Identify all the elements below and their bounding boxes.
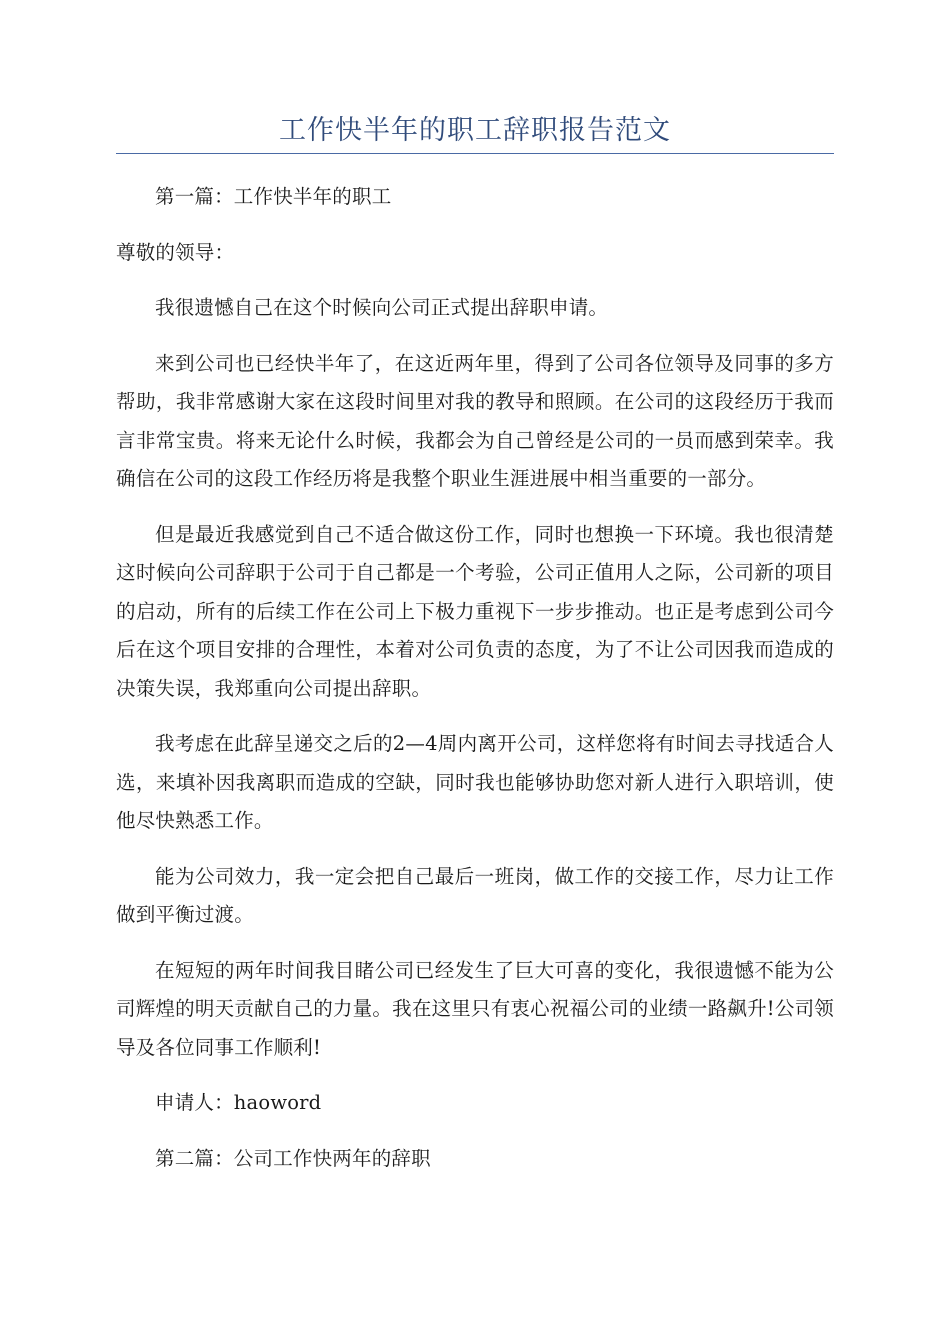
- document-title: 工作快半年的职工辞职报告范文: [279, 115, 671, 146]
- paragraph: 我考虑在此辞呈递交之后的2—4周内离开公司，这样您将有时间去寻找适合人选，来填补因我离职而造成的空缺，同时我也能够协助您对新人进行入职培训，使他尽快熟悉工作。: [116, 732, 834, 832]
- document-body: [116, 178, 834, 1178]
- paragraph: 在短短的两年时间我目睹公司已经发生了巨大可喜的变化，我很遗憾不能为公司辉煌的明天贡献自己的力量。我在这里只有衷心祝福公司的业绩一路飙升!公司领导及各位同事工作顺利!: [116, 958, 834, 1059]
- section-heading-2: 第二篇：公司工作快两年的辞职: [155, 1146, 431, 1170]
- section-heading-1: 第一篇：工作快半年的职工: [155, 185, 392, 208]
- document-page: [116, 112, 834, 1195]
- applicant-signature: 申请人：haoword: [155, 1091, 322, 1114]
- paragraph: 但是最近我感觉到自己不适合做这份工作，同时也想换一下环境。我也很清楚这时候向公司辞职于公司于自己都是一个考验，公司正值用人之际，公司新的项目的启动，所有的后续工作在公司上下极力重视下一步步推动。也正是考虑到公司今后在这个项目安排的合理性，本着对公司负责的态度，为了不让公司因我而造成的决策失误，我郑重向公司提出辞职。: [116, 522, 834, 700]
- paragraph: 我很遗憾自己在这个时候向公司正式提出辞职申请。: [155, 296, 609, 319]
- paragraph: 来到公司也已经快半年了，在这近两年里，得到了公司各位领导及同事的多方帮助，我非常感谢大家在这段时间里对我的教导和照顾。在公司的这段经历于我而言非常宝贵。将来无论什么时候，我都会为自己曾经是公司的一员而感到荣幸。我确信在公司的这段工作经历将是我整个职业生涯进展中相当重要的一部分。: [116, 351, 834, 490]
- salutation: 尊敬的领导：: [116, 240, 235, 264]
- title-underline: [116, 153, 834, 154]
- paragraph: 能为公司效力，我一定会把自己最后一班岗，做工作的交接工作，尽力让工作做到平衡过渡。: [116, 864, 834, 926]
